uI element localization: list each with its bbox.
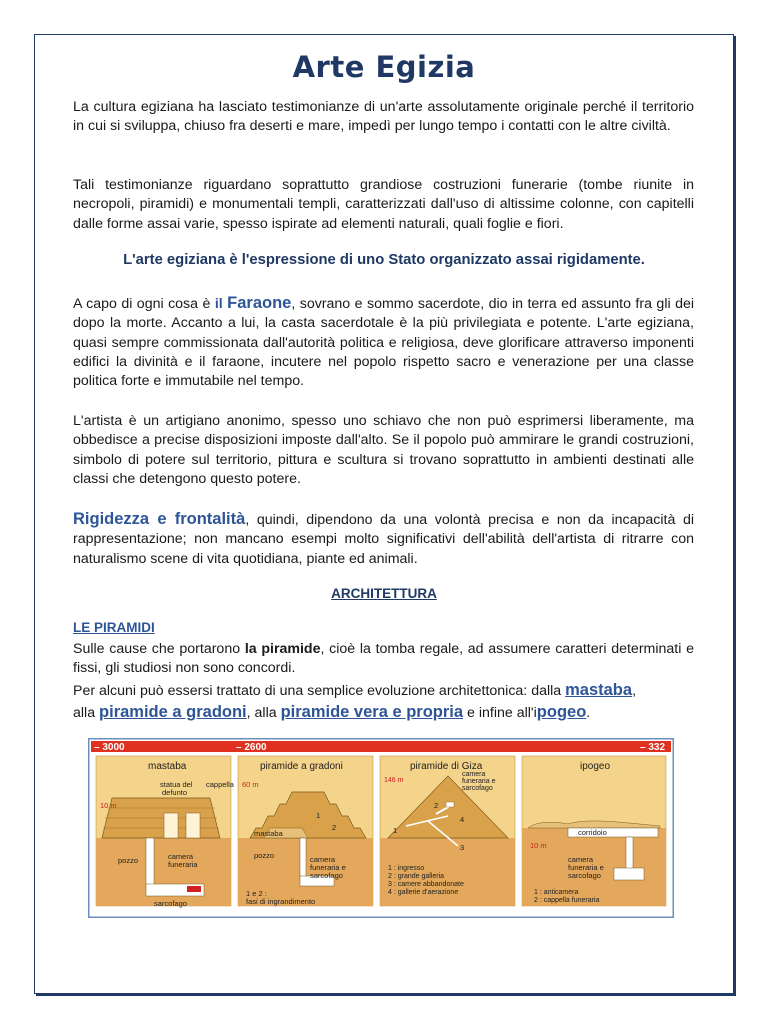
- svg-text:10 m: 10 m: [100, 801, 117, 810]
- svg-text:pozzo: pozzo: [254, 851, 275, 860]
- piramide-paragraph: Sulle cause che portarono la piramide, cioè la tomba regale, ad assumere caratteri determinati e fissi, gli studiosi non sono concordi.: [73, 641, 694, 677]
- svg-text:sarcofago: sarcofago: [462, 785, 493, 792]
- svg-text:pozzo: pozzo: [118, 856, 139, 865]
- svg-text:146 m: 146 m: [384, 777, 404, 784]
- rigidezza-keyword: Rigidezza e frontalità: [73, 510, 246, 528]
- svg-text:sarcofago: sarcofago: [568, 871, 601, 880]
- svg-text:4: 4: [460, 815, 465, 824]
- architecture-evolution-figure: [88, 738, 674, 918]
- timeline-332: – 332: [640, 742, 666, 753]
- svg-text:sarcofago: sarcofago: [310, 871, 343, 880]
- panel-title-gradoni: piramide a gradoni: [260, 761, 343, 772]
- timeline-3000: – 3000: [94, 742, 125, 753]
- svg-text:camera: camera: [310, 855, 336, 864]
- svg-text:corridoio: corridoio: [578, 828, 607, 837]
- svg-text:2 : cappella funeraria: 2 : cappella funeraria: [534, 897, 600, 904]
- panel-ipogeo: [522, 756, 666, 906]
- svg-text:defunto: defunto: [162, 788, 188, 797]
- artista-paragraph: L'artista è un artigiano anonimo, spesso uno schiavo che non può esprimersi liberamente, ma obbedisce a precise disposizioni imposte dall'alto. Se il popolo può ammirare le grandi costruzioni, simbolo di potere sul territorio, pittura e scultura si trovano soprattutto in ambienti destinati alle classi che detengono questo potere.: [73, 413, 694, 487]
- svg-text:2: 2: [332, 823, 337, 832]
- svg-text:60 m: 60 m: [242, 780, 259, 789]
- svg-text:camera: camera: [462, 771, 486, 778]
- panel-title-ipogeo: ipogeo: [580, 761, 611, 772]
- svg-text:sarcofago: sarcofago: [154, 899, 187, 908]
- svg-text:10 m: 10 m: [530, 841, 547, 850]
- svg-text:3: 3: [460, 843, 465, 852]
- timeline-bar: [91, 741, 671, 752]
- svg-text:4 : gallerie d'aerazione: 4 : gallerie d'aerazione: [388, 889, 459, 896]
- svg-text:statua del: statua del: [160, 780, 193, 789]
- svg-text:mastaba: mastaba: [254, 829, 283, 838]
- panel-title-mastaba: mastaba: [148, 761, 187, 772]
- panel-mastaba: [96, 756, 235, 908]
- piramide-a-gradoni-link[interactable]: piramide a gradoni: [99, 703, 247, 721]
- svg-text:2 : grande galleria: 2 : grande galleria: [388, 873, 445, 880]
- svg-text:1: 1: [393, 826, 398, 835]
- svg-text:cappella: cappella: [206, 780, 234, 789]
- panel-piramide-di-giza: [380, 756, 515, 906]
- evoluzione-paragraph: Per alcuni può essersi trattato di una semplice evoluzione architettonica: dalla mastaba, alla piramide a gradoni, alla piramide vera e propria e infine all'ipogeo.: [73, 681, 637, 721]
- piramide-vera-link[interactable]: piramide vera e propria: [280, 703, 464, 721]
- page-title: Arte Egizia: [292, 50, 476, 84]
- ipogeo-link[interactable]: pogeo: [536, 703, 587, 721]
- intro-paragraph: La cultura egiziana ha lasciato testimonianze di un'arte assolutamente originale perché il territorio in cui si sviluppa, chiuso fra deserti e mare, impedì per lungo tempo i contatti con le altre civiltà.: [73, 99, 694, 135]
- faraone-paragraph: A capo di ogni cosa è il Faraone, sovrano e sommo sacerdote, dio in terra ed assunto fra gli dei dopo la morte. Accanto a lui, la casta sacerdotale è la più privilegiata e potente. L'arte egiziana, quasi sempre commissionata dall'autorità politica e religiosa, deve glorificare attraverso imponenti edifici la divinità e il faraone, incutere nel popolo rispetto sacro e venerazione per una classe politica forte e immutabile nel tempo.: [73, 294, 695, 390]
- svg-text:1 : ingresso: 1 : ingresso: [388, 865, 425, 872]
- section-architettura: ARCHITETTURA: [331, 586, 437, 601]
- svg-text:funeraria: funeraria: [168, 860, 198, 869]
- faraone-keyword: Faraone: [227, 294, 292, 312]
- svg-text:camera: camera: [168, 852, 194, 861]
- mastaba-link[interactable]: mastaba: [565, 681, 633, 699]
- testimonianze-paragraph: Tali testimonianze riguardano soprattutto grandiose costruzioni funerarie (tombe riunite in necropoli, piramidi) e monumentali templi, caratterizzati dall'uso di altissime colonne, con capitelli dalle forme assai varie, spesso ispirate ad elementi naturali, quali foglie e fiori.: [73, 177, 694, 232]
- svg-text:1 e 2 :: 1 e 2 :: [246, 889, 267, 898]
- svg-text:1 : anticamera: 1 : anticamera: [534, 889, 579, 896]
- svg-text:funeraria e: funeraria e: [462, 778, 496, 785]
- rigidezza-paragraph: Rigidezza e frontalità, quindi, dipendono da una volontà precisa e non da incapacità di rappresentazione; non mancano esempi molto significativi dell'abilità dell'artista di ritrarre con naturalismo scene di vita quotidiana, piante ed animali.: [73, 510, 695, 567]
- panel-title-giza: piramide di Giza: [410, 761, 483, 772]
- subsection-le-piramidi: LE PIRAMIDI: [73, 620, 155, 635]
- svg-text:1: 1: [316, 811, 321, 820]
- svg-text:camera: camera: [568, 855, 594, 864]
- motto-heading: L'arte egiziana è l'espressione di uno Stato organizzato assai rigidamente.: [123, 252, 645, 268]
- svg-text:3 : camere abbandonate: 3 : camere abbandonate: [388, 881, 464, 888]
- svg-text:funeraria e: funeraria e: [568, 863, 604, 872]
- svg-text:fasi di ingrandimento: fasi di ingrandimento: [246, 897, 316, 906]
- panel-piramide-a-gradoni: [238, 756, 373, 906]
- timeline-2600: – 2600: [236, 742, 267, 753]
- svg-text:funeraria e: funeraria e: [310, 863, 346, 872]
- svg-text:2: 2: [434, 801, 439, 810]
